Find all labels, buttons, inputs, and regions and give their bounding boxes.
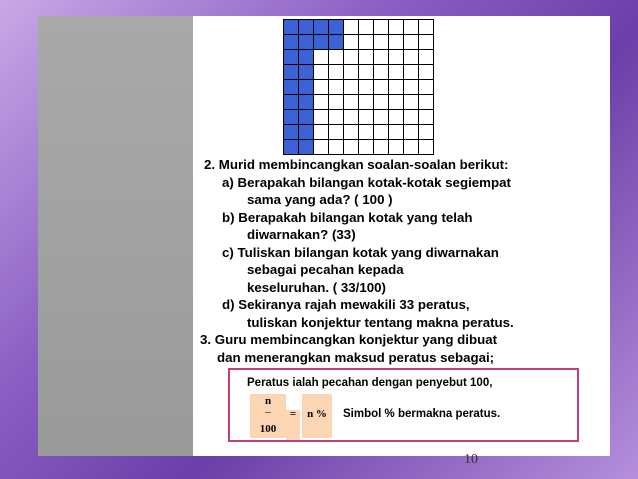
grid-cell-filled [284, 20, 299, 35]
grid-cell [344, 80, 359, 95]
grid-cell [314, 110, 329, 125]
question-d: d) Sekiranya rajah mewakili 33 peratus, [222, 297, 470, 312]
grid-cell [419, 125, 434, 140]
n-percent: n % [307, 408, 327, 420]
grid-cell [419, 95, 434, 110]
grid-cell-filled [284, 50, 299, 65]
question-c-cont: sebagai pecahan kepada [247, 262, 404, 277]
fraction-n-over-100 [250, 394, 286, 438]
grid-cell-filled [284, 95, 299, 110]
grid-cell [344, 95, 359, 110]
grid-cell-filled [329, 35, 344, 50]
grid-cell [359, 65, 374, 80]
fraction-bar: – [265, 406, 271, 418]
grid-cell [344, 50, 359, 65]
grid-cell [344, 125, 359, 140]
grid-cell [329, 125, 344, 140]
n-percent-highlight [302, 394, 332, 438]
question-b-cont: diwarnakan? (33) [247, 227, 356, 242]
equals-sign: = [289, 408, 297, 420]
grid-cell [419, 140, 434, 155]
grid-cell [404, 65, 419, 80]
grid-cell-filled [299, 20, 314, 35]
grid-cell [389, 110, 404, 125]
grid-cell-filled [284, 140, 299, 155]
grid-cell [374, 35, 389, 50]
grid-cell-filled [314, 35, 329, 50]
grid-cell [344, 140, 359, 155]
grid-cell [344, 65, 359, 80]
grid-cell-filled [299, 95, 314, 110]
grid-cell [374, 140, 389, 155]
grid-cell [419, 110, 434, 125]
grid-cell-filled [299, 65, 314, 80]
grid-cell [389, 80, 404, 95]
grid-cell-filled [284, 125, 299, 140]
grid-cell [404, 110, 419, 125]
grid-cell [314, 95, 329, 110]
grid-cell [419, 80, 434, 95]
grid-cell [374, 95, 389, 110]
grid-cell-filled [299, 50, 314, 65]
grid-cell [374, 65, 389, 80]
grid-cell [314, 140, 329, 155]
grid-cell [359, 50, 374, 65]
grid-cell [389, 35, 404, 50]
grid-cell [419, 35, 434, 50]
grid-cell [374, 20, 389, 35]
step-3-heading: 3. Guru membincangkan konjektur yang dibuat [200, 332, 498, 347]
grid-cell [404, 35, 419, 50]
question-a-cont: sama yang ada? ( 100 ) [247, 192, 393, 207]
grid-cell [314, 65, 329, 80]
grid-cell [389, 50, 404, 65]
question-b: b) Berapakah bilangan kotak yang telah [222, 209, 473, 225]
grid-cell [329, 140, 344, 155]
grid-cell [359, 125, 374, 140]
grid-cell [404, 50, 419, 65]
grid-cell [419, 65, 434, 80]
definition-box [228, 368, 579, 442]
grid-cell [359, 110, 374, 125]
grid-cell [404, 140, 419, 155]
grid-cell [314, 125, 329, 140]
question-a: a) Berapakah bilangan kotak-kotak segiempat [222, 174, 511, 190]
question-text [196, 156, 616, 366]
grid-cell [344, 35, 359, 50]
grid-cell [419, 20, 434, 35]
grid-cell [404, 80, 419, 95]
grid-cell [314, 80, 329, 95]
grid-cell [329, 110, 344, 125]
grid-cell [404, 95, 419, 110]
grid-cell [329, 50, 344, 65]
fraction-denominator: 100 [259, 423, 277, 435]
grid-cell [359, 20, 374, 35]
grid-cell [344, 20, 359, 35]
equals-highlight [286, 410, 300, 440]
grid-cell [389, 65, 404, 80]
grid-cell [329, 80, 344, 95]
question-c-cont2: keseluruhan. ( 33/100) [247, 279, 386, 295]
grid-cell-filled [299, 35, 314, 50]
question-c: c) Tuliskan bilangan kotak yang diwarnakan [222, 244, 499, 260]
grid-cell-filled [299, 110, 314, 125]
grid-cell [374, 110, 389, 125]
grid-cell [359, 140, 374, 155]
grid-cell [389, 125, 404, 140]
grid-cell [314, 50, 329, 65]
grid-cell [359, 80, 374, 95]
grid-cell-filled [284, 35, 299, 50]
step-3-cont: dan menerangkan maksud peratus sebagai; [217, 349, 495, 365]
grid-cell [419, 50, 434, 65]
grid-cell [374, 125, 389, 140]
grid-cell [329, 95, 344, 110]
grid-cell [389, 140, 404, 155]
grid-cell-filled [284, 80, 299, 95]
grid-cell [344, 110, 359, 125]
grid-cell-filled [284, 110, 299, 125]
question-d-cont: tuliskan konjektur tentang makna peratus. [247, 314, 514, 330]
grid-cell [404, 20, 419, 35]
grid-cell [374, 50, 389, 65]
grid-cell [389, 95, 404, 110]
definition-text: Peratus ialah pecahan dengan penyebut 100, [247, 377, 493, 389]
grid-cell [404, 125, 419, 140]
grid-cell [359, 35, 374, 50]
grid-cell [389, 20, 404, 35]
grid-cell-filled [299, 140, 314, 155]
grid-cell-filled [329, 20, 344, 35]
hundred-square-grid [283, 19, 434, 155]
step-2-heading: 2. Murid membincangkan soalan-soalan berikut: [204, 157, 509, 172]
left-gray-panel [38, 16, 193, 456]
grid-cell [359, 95, 374, 110]
symbol-meaning: Simbol % bermakna peratus. [343, 408, 501, 420]
fraction-numerator: n [264, 395, 272, 407]
grid-cell [329, 65, 344, 80]
grid-cell [374, 80, 389, 95]
page-number: 10 [464, 452, 478, 467]
grid-cell-filled [299, 80, 314, 95]
grid-cell-filled [299, 125, 314, 140]
grid-cell-filled [284, 65, 299, 80]
grid-cell-filled [314, 20, 329, 35]
